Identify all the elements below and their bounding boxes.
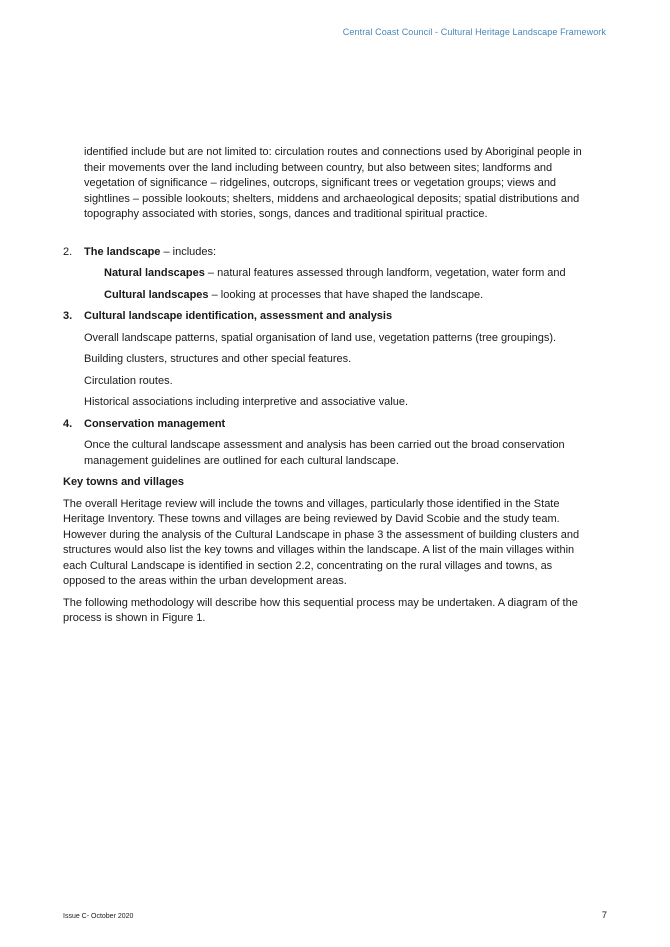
item-3-line: Building clusters, structures and other special features.	[84, 353, 352, 365]
cultural-landscapes-line	[63, 288, 596, 304]
list-item-4-number: 4.	[63, 417, 73, 430]
intro-paragraph: identified include but are not limited to: circulation routes and connections used by Aboriginal people in their movements over the land including between country, but also between sites; landforms and vegetation of significance – ridgelines, outcrops, significant trees or vegetation groups; views and sightlines – possible lookouts; shelters, middens and archaeological deposits; spatial distributions and topography associated with stories, songs, dances and traditional spiritual practice.	[84, 146, 582, 220]
list-item-2-heading	[63, 245, 596, 261]
natural-landscapes-line	[63, 266, 596, 282]
list-item-2-number: 2.	[63, 245, 73, 258]
page-number: 7	[601, 910, 607, 921]
item-3-line: Circulation routes.	[84, 374, 173, 387]
natural-landscapes-text: – natural features assessed through landform, vegetation, water form and	[204, 267, 566, 279]
running-header: Central Coast Council - Cultural Heritage Landscape Framework	[342, 27, 606, 37]
key-towns-heading: Key towns and villages	[63, 476, 185, 488]
list-item-2-title: The landscape	[84, 245, 161, 258]
footer-issue: Issue C- October 2020	[63, 913, 134, 920]
key-towns-paragraph-1: The overall Heritage review will include the towns and villages, particularly those identified in the State Heritage Inventory. These towns and villages are being reviewed by David Scobie and the study team. However during the analysis of the Cultural Landscape in phase 3 the assessment of building clusters and structures would also list the key towns and villages within the landscape. A list of the main villages within each Cultural Landscape is identified in section 2.2, concentrating on the rural villages and towns, as opposed to the areas within the urban development areas.	[63, 497, 580, 587]
item-4-text: Once the cultural landscape assessment and analysis has been carried out the broad conservation management guidelines are outlined for each cultural landscape.	[84, 439, 565, 467]
item-3-line: Historical associations including interpretive and associative value.	[84, 396, 409, 408]
natural-landscapes-label: Natural landscapes	[104, 267, 205, 279]
item-3-line: Overall landscape patterns, spatial organisation of land use, vegetation patterns (tree groupings).	[84, 331, 557, 344]
list-item-2-title-suffix: – includes:	[160, 245, 217, 258]
key-towns-paragraph-2: The following methodology will describe how this sequential process may be undertaken. A diagram of the process is shown in Figure 1.	[63, 596, 578, 624]
list-item-3-number: 3.	[63, 310, 73, 322]
list-item-4-title: Conservation management	[84, 417, 226, 430]
page-body	[63, 145, 596, 633]
list-item-2-title-line	[84, 245, 216, 261]
cultural-landscapes-label: Cultural landscapes	[104, 288, 209, 301]
list-item-3-title: Cultural landscape identification, assessment and analysis	[84, 310, 393, 322]
cultural-landscapes-text: – looking at processes that have shaped the landscape.	[208, 288, 484, 301]
list-item-3-heading	[63, 309, 596, 325]
list-item-4-heading	[63, 417, 596, 433]
